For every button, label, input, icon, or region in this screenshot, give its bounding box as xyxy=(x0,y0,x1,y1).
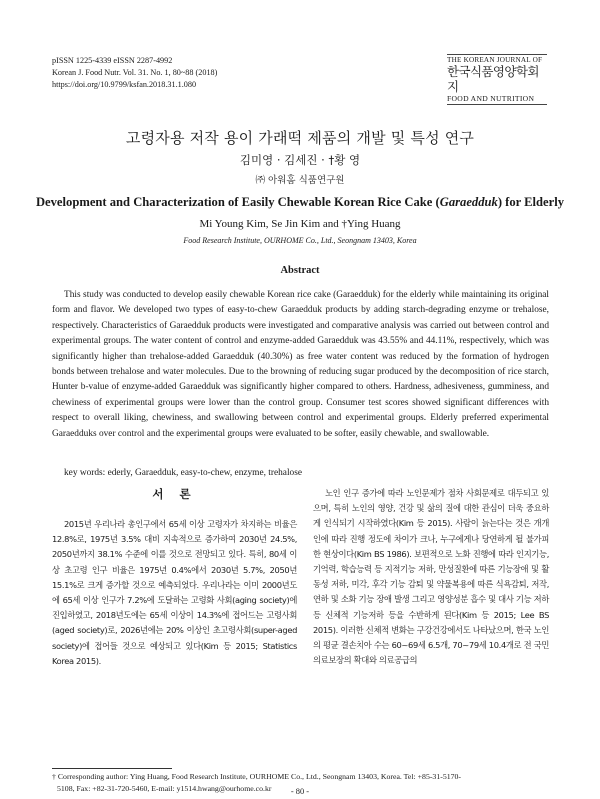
title-korean: 고령자용 저작 용이 가래떡 제품의 개발 및 특성 연구 xyxy=(125,129,475,147)
footnote-line: 5108, Fax: +82-31-720-5460, E-mail: y1514.hwang@ourhome.co.kr xyxy=(57,784,272,793)
authors-korean: 김미영 · 김세진 · †황 영 xyxy=(239,153,361,167)
abstract-text: This study was conducted to develop easily chewable Korean rice cake (Garaedduk) for the elderly while maintaining its original form and flavor. We developed two types of easy-to-chew Garaedduk products by adding starch-degrading enzyme or trehalose, respectively. Characteristics of Garaedduk products were investigated and comparative analysis was carried out between control and experimental groups. The water content of control and enzyme-added Garaedduk was 43.55% and 44.11%, respectively, which was significantly higher than trehalose-added Garaedduk (40.30%) as free water content was reduced by the formation of hydrogen bonds between trehalose and water molecules. Due to the browning of reducing sugar produced by the decomposition of rice starch, Hunter b-value of enzyme-added Garaedduk was significantly higher compared to others. Hardness, adhesiveness, gumminess, and chewiness of experimental groups were lower than the control group. Consumer test scores showed significant differences with respect to overall liking, chewiness, and swallowing between control and experimental groups. Elderly preferred experimental Garaedduks over control and the experimental groups were evaluated to be softer, easily chewable, and swallowable. xyxy=(52,290,549,439)
citation-block xyxy=(52,55,217,91)
citation-line: Korean J. Food Nutr. Vol. 31. No. 1, 80~88 (2018) xyxy=(52,68,218,77)
journal-name-en-bottom: FOOD AND NUTRITION xyxy=(447,94,535,103)
title-english-part: ) for Elderly xyxy=(497,195,565,209)
journal-name-en-top: THE KOREAN JOURNAL OF xyxy=(447,56,543,64)
section-heading-introduction: 서 론 xyxy=(152,487,197,501)
title-english-italic: Garaedduk xyxy=(439,195,498,209)
title-english xyxy=(0,195,600,210)
title-english-part: Development and Characterization of Easily Chewable Korean Rice Cake ( xyxy=(35,195,440,209)
divider xyxy=(447,104,547,105)
affiliation-english: Food Research Institute, OURHOME Co., Ltd., Seongnam 13403, Korea xyxy=(183,236,417,245)
keywords: key words: ederly, Garaedduk, easy-to-chew, enzyme, trehalose xyxy=(64,468,302,478)
authors-english: Mi Young Kim, Se Jin Kim and †Ying Huang xyxy=(199,218,401,230)
journal-name-ko: 한국식품영양학회지 xyxy=(447,64,539,94)
affiliation-korean: ㈜ 아워홈 식품연구원 xyxy=(255,175,345,186)
abstract-heading: Abstract xyxy=(280,265,320,276)
page-number: - 80 - xyxy=(290,787,310,796)
issn-line: pISSN 1225-4339 eISSN 2287-4992 xyxy=(52,56,173,65)
divider xyxy=(447,54,547,55)
intro-paragraph-left: 2015년 우리나라 총인구에서 65세 이상 고령자가 차지하는 비율은 12.8%로, 1975년 3.5% 대비 지속적으로 증가하여 2030년 24.5%, 2050년까지 38.1% 수준에 이를 것으로 전망되고 있다. 특히, 80세 이상 초고령 인구 비율은 1975년 0.4%에서 2030년 5.7%, 2050년 15.1%로 크게 증가할 것으로 예측되었다. 우리나라는 이미 2000년도에 65세 이상 인구가 7.2%에 도달하는 고령화 사회(aging society)에 진입하였고, 2018년도에는 65세 이상이 14.3%에 접어드는 고령사회(aged society)로, 2026년에는 20% 이상인 초고령사회(super-aged society)에 접어들 것으로 예상되고 있다(Kim 등 2015; Statistics Korea 2015). xyxy=(52,519,297,666)
journal-logo xyxy=(447,53,547,106)
footnote-line: † Corresponding author: Ying Huang, Food Research Institute, OURHOME Co., Ltd., Seongnam 13403, Korea. Tel: +85-31-5170- xyxy=(52,772,462,781)
footnote-divider xyxy=(52,768,172,769)
doi-link[interactable]: https://doi.org/10.9799/ksfan.2018.31.1.080 xyxy=(52,80,197,89)
intro-paragraph-right: 노인 인구 증가에 따라 노인문제가 점차 사회문제로 대두되고 있으며, 특히 노인의 영양, 건강 및 삶의 질에 대한 관심이 더욱 중요하게 인식되기 시작하였다(Kim 등 2015). 사람이 늙는다는 것은 개개인에 따라 진행 정도에 차이가 크나, 누구에게나 당연하게 될 불가피한 현상이다(Kim BS 1986). 보편적으로 노화 진행에 따라 인지기능, 기억력, 학습능력 등 지적기능 저하, 만성질환에 따른 기능장애 및 활동성 저하, 미각, 후각 기능 감퇴 및 약물복용에 따른 식욕감퇴, 저작, 연하 및 소화 기능 장애 발생 그리고 영양성분 흡수 및 대사 기능 저하 등 신체적 기능저하 등을 수반하게 된다(Kim 등 2015; Lee BS 2015). 이러한 신체적 변화는 구강건강에서도 나타났으며, 한국 노인의 평균 결손치아 수는 60~69세 6.5개, 70~79세 10.4개로 전 국민 의료보장의 확대와 의료공급의 xyxy=(313,488,549,666)
